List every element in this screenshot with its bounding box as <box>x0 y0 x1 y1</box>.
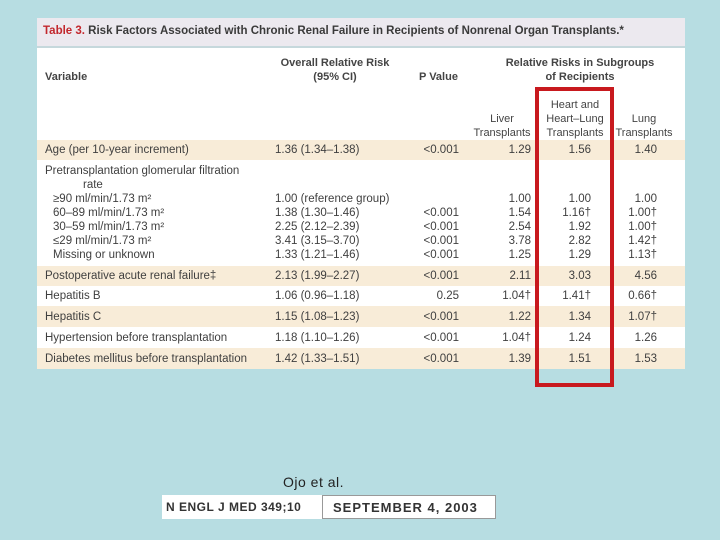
cell-lung: 1.00† <box>628 221 657 233</box>
cell-variable: ≥90 ml/min/1.73 m² <box>53 193 152 205</box>
cell-liver: 1.39 <box>508 353 531 365</box>
cell-lung: 1.00† <box>628 207 657 219</box>
journal-date: SEPTEMBER 4, 2003 <box>333 500 478 515</box>
cell-liver: 2.54 <box>508 221 531 233</box>
cell-variable: Diabetes mellitus before transplantation <box>45 353 248 365</box>
cell-p-value: <0.001 <box>423 270 459 282</box>
cell-p-value: <0.001 <box>423 221 459 233</box>
cell-liver: 1.25 <box>508 249 531 261</box>
cell-variable: rate <box>83 179 103 191</box>
header-p-value: P Value <box>419 71 458 83</box>
table-row <box>37 327 685 348</box>
cell-overall-risk: 1.38 (1.30–1.46) <box>275 207 360 219</box>
cell-lung: 1.00 <box>634 193 657 205</box>
cell-variable: Age (per 10-year increment) <box>45 144 189 156</box>
header-liver-2: Transplants <box>473 127 531 139</box>
citation: Ojo et al. <box>283 474 345 490</box>
cell-variable: ≤29 ml/min/1.73 m² <box>53 235 152 247</box>
cell-liver: 3.78 <box>508 235 531 247</box>
header-subgroups-sub: of Recipients <box>545 71 615 83</box>
cell-p-value: <0.001 <box>423 207 459 219</box>
cell-lung: 1.26 <box>634 332 657 344</box>
header-variable: Variable <box>45 71 88 83</box>
table-row-group <box>37 160 685 266</box>
cell-variable: Postoperative acute renal failure‡ <box>45 270 217 282</box>
header-lung-2: Transplants <box>615 127 673 139</box>
cell-variable: Hepatitis C <box>45 311 102 323</box>
cell-lung: 1.07† <box>628 311 657 323</box>
cell-liver: 1.00 <box>508 193 531 205</box>
table-row <box>37 306 685 327</box>
cell-p-value: 0.25 <box>436 290 459 302</box>
cell-heart: 3.03 <box>568 270 591 282</box>
header-overall-ci: (95% CI) <box>313 71 357 83</box>
cell-overall-risk: 1.33 (1.21–1.46) <box>275 249 360 261</box>
table-panel <box>37 18 685 369</box>
cell-heart: 1.16† <box>562 207 591 219</box>
table-title <box>43 25 624 37</box>
journal-name-box <box>162 495 323 519</box>
cell-lung: 1.40 <box>634 144 657 156</box>
table-row <box>37 286 685 306</box>
cell-overall-risk: 1.18 (1.10–1.26) <box>275 332 360 344</box>
cell-lung: 0.66† <box>628 290 657 302</box>
header-heart-3: Transplants <box>546 127 604 139</box>
table-title-bar <box>37 18 685 48</box>
cell-overall-risk: 1.36 (1.34–1.38) <box>275 144 360 156</box>
cell-p-value: <0.001 <box>423 249 459 261</box>
header-overall-risk: Overall Relative Risk <box>280 57 390 69</box>
cell-liver: 2.11 <box>509 270 531 282</box>
cell-overall-risk: 2.25 (2.12–2.39) <box>275 221 360 233</box>
cell-heart: 2.82 <box>568 235 591 247</box>
cell-heart: 1.34 <box>568 311 591 323</box>
cell-variable: 30–59 ml/min/1.73 m² <box>53 221 165 233</box>
cell-heart: 1.51 <box>568 353 591 365</box>
header-liver-1: Liver <box>490 113 514 125</box>
cell-p-value: <0.001 <box>423 144 459 156</box>
table-title-text: Risk Factors Associated with Chronic Renal Failure in Recipients of Nonrenal Organ Transplants.* <box>88 25 624 37</box>
header-subgroups: Relative Risks in Subgroups <box>505 57 655 69</box>
table-row <box>37 266 685 286</box>
cell-liver: 1.22 <box>508 311 531 323</box>
cell-variable: Missing or unknown <box>53 249 155 261</box>
table-row <box>37 140 685 160</box>
cell-overall-risk: 1.06 (0.96–1.18) <box>275 290 360 302</box>
cell-heart: 1.41† <box>562 290 591 302</box>
journal-name: N ENGL J MED 349;10 <box>166 500 302 514</box>
header-heart-2: Heart–Lung <box>546 113 604 125</box>
cell-variable: 60–89 ml/min/1.73 m² <box>53 207 165 219</box>
cell-overall-risk: 1.42 (1.33–1.51) <box>275 353 360 365</box>
cell-lung: 4.56 <box>634 270 657 282</box>
cell-variable: Pretransplantation glomerular filtration <box>45 165 240 177</box>
cell-heart: 1.29 <box>568 249 591 261</box>
cell-p-value: <0.001 <box>423 332 459 344</box>
cell-overall-risk: 1.15 (1.08–1.23) <box>275 311 360 323</box>
cell-liver: 1.04† <box>502 290 531 302</box>
table-row <box>37 348 685 369</box>
journal-date-box <box>322 495 496 519</box>
table-label: Table 3. <box>43 25 85 37</box>
cell-lung: 1.42† <box>628 235 657 247</box>
journal-reference <box>162 495 496 519</box>
cell-liver: 1.54 <box>508 207 531 219</box>
cell-lung: 1.53 <box>634 353 657 365</box>
cell-heart: 1.00 <box>568 193 591 205</box>
cell-overall-risk: 1.00 (reference group) <box>275 193 390 205</box>
cell-liver: 1.29 <box>508 144 531 156</box>
cell-heart: 1.56 <box>568 144 591 156</box>
cell-p-value: <0.001 <box>423 235 459 247</box>
cell-heart: 1.92 <box>568 221 591 233</box>
cell-variable: Hypertension before transplantation <box>45 332 228 344</box>
cell-overall-risk: 3.41 (3.15–3.70) <box>275 235 360 247</box>
cell-p-value: <0.001 <box>423 353 459 365</box>
cell-lung: 1.13† <box>628 249 657 261</box>
cell-variable: Hepatitis B <box>45 290 101 302</box>
cell-overall-risk: 2.13 (1.99–2.27) <box>275 270 360 282</box>
cell-heart: 1.24 <box>568 332 591 344</box>
cell-liver: 1.04† <box>502 332 531 344</box>
header-heart-1: Heart and <box>550 99 600 111</box>
header-lung-1: Lung <box>631 113 657 125</box>
cell-p-value: <0.001 <box>423 311 459 323</box>
